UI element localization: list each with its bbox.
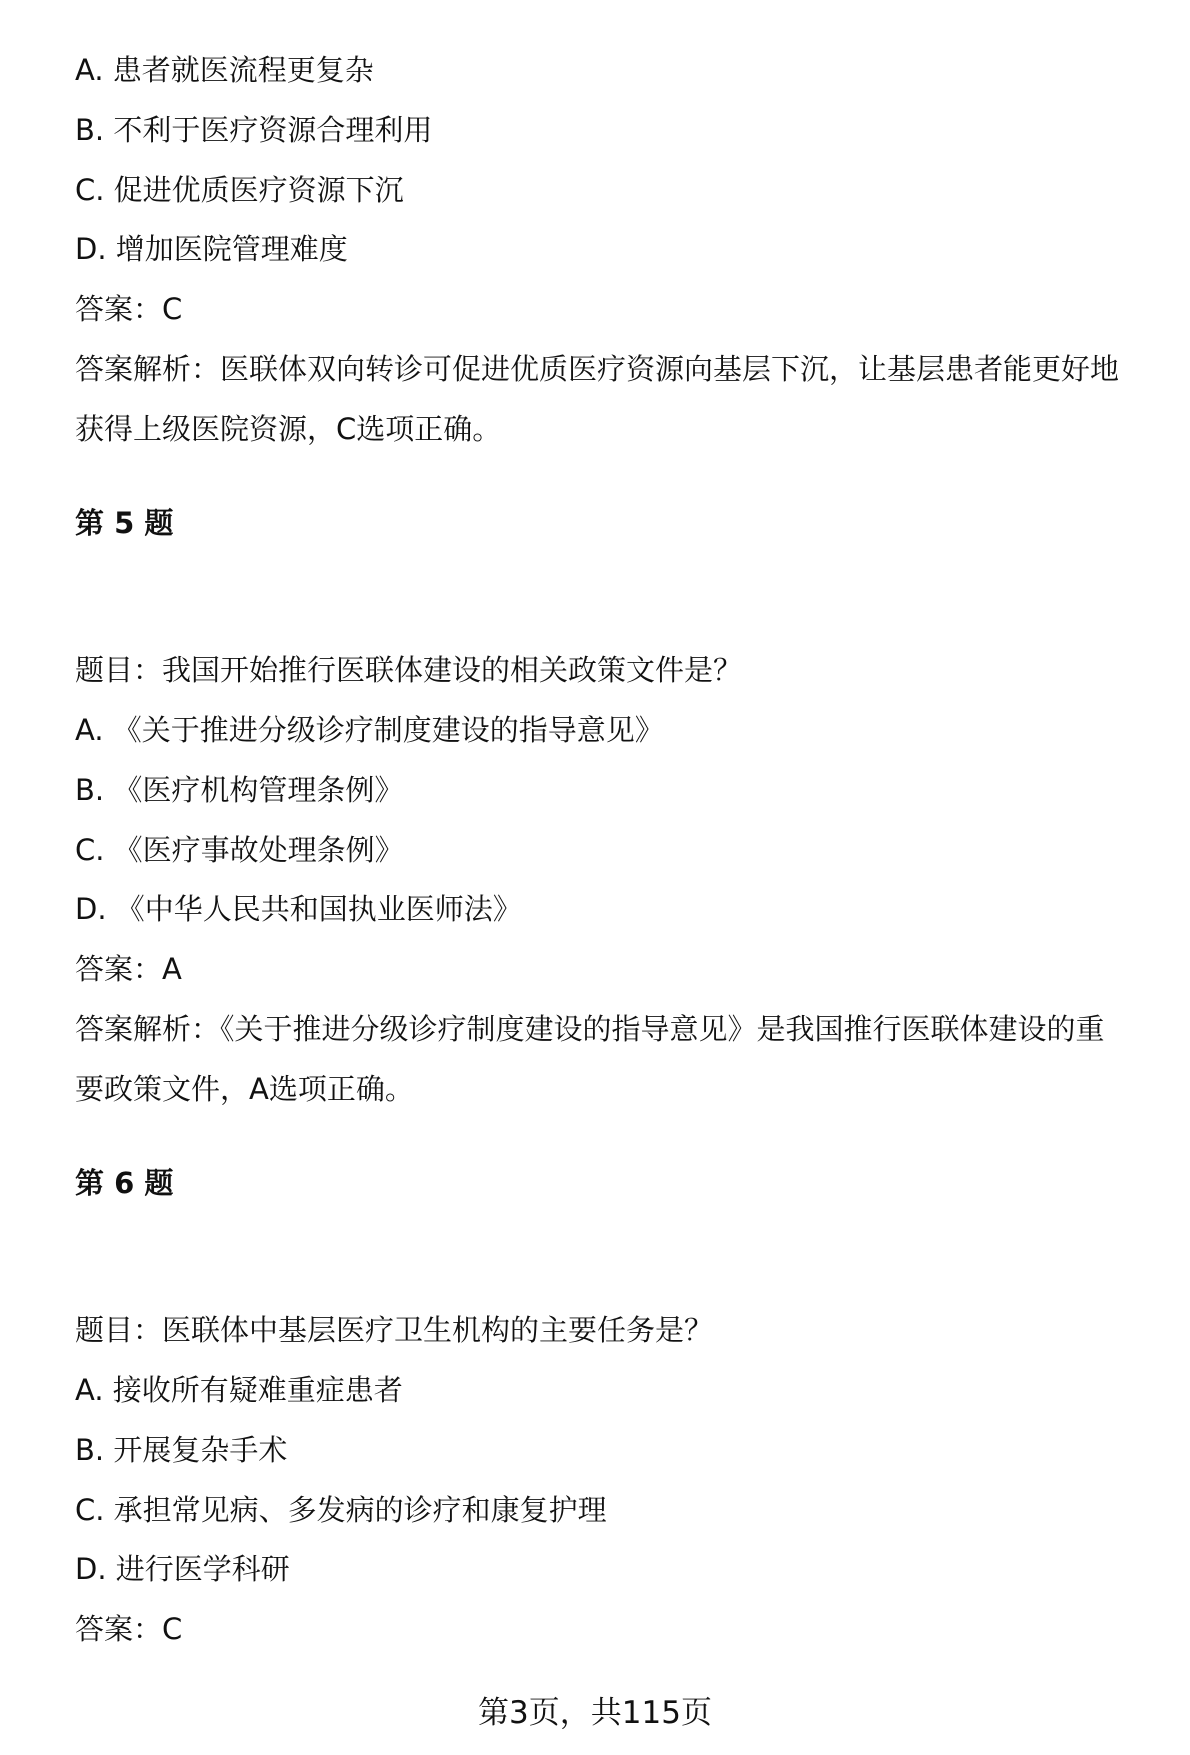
question-5-option-b: B. 《医疗机构管理条例》 [75, 773, 404, 807]
question-6-stem: 题目：医联体中基层医疗卫生机构的主要任务是？ [75, 1313, 714, 1347]
prev-explanation-line2: 获得上级医院资源，C选项正确。 [75, 412, 502, 446]
question-5-explanation-line2: 要政策文件，A选项正确。 [75, 1072, 414, 1106]
question-5-stem: 题目：我国开始推行医联体建设的相关政策文件是？ [75, 653, 743, 687]
question-5-answer: 答案：A [75, 952, 182, 986]
question-6-option-d: D. 进行医学科研 [75, 1552, 290, 1586]
prev-option-d: D. 增加医院管理难度 [75, 232, 348, 266]
question-6-answer: 答案：C [75, 1612, 183, 1646]
question-5-option-a: A. 《关于推进分级诊疗制度建设的指导意见》 [75, 713, 664, 747]
question-6-option-a: A. 接收所有疑难重症患者 [75, 1373, 403, 1407]
prev-explanation-line1: 答案解析：医联体双向转诊可促进优质医疗资源向基层下沉，让基层患者能更好地 [75, 352, 1120, 386]
question-5-explanation-line1: 答案解析：《关于推进分级诊疗制度建设的指导意见》是我国推行医联体建设的重 [75, 1012, 1105, 1046]
question-6-heading: 第 6 题 [75, 1166, 174, 1200]
question-5-option-d: D. 《中华人民共和国执业医师法》 [75, 892, 522, 926]
page-number-footer: 第3页，共115页 [478, 1695, 712, 1731]
question-6-option-b: B. 开展复杂手术 [75, 1433, 288, 1467]
prev-option-a: A. 患者就医流程更复杂 [75, 53, 374, 87]
question-5-option-c: C. 《医疗事故处理条例》 [75, 833, 404, 867]
prev-answer: 答案：C [75, 292, 183, 326]
prev-option-b: B. 不利于医疗资源合理利用 [75, 113, 433, 147]
question-6-option-c: C. 承担常见病、多发病的诊疗和康复护理 [75, 1493, 607, 1527]
question-5-heading: 第 5 题 [75, 506, 174, 540]
prev-option-c: C. 促进优质医疗资源下沉 [75, 173, 404, 207]
